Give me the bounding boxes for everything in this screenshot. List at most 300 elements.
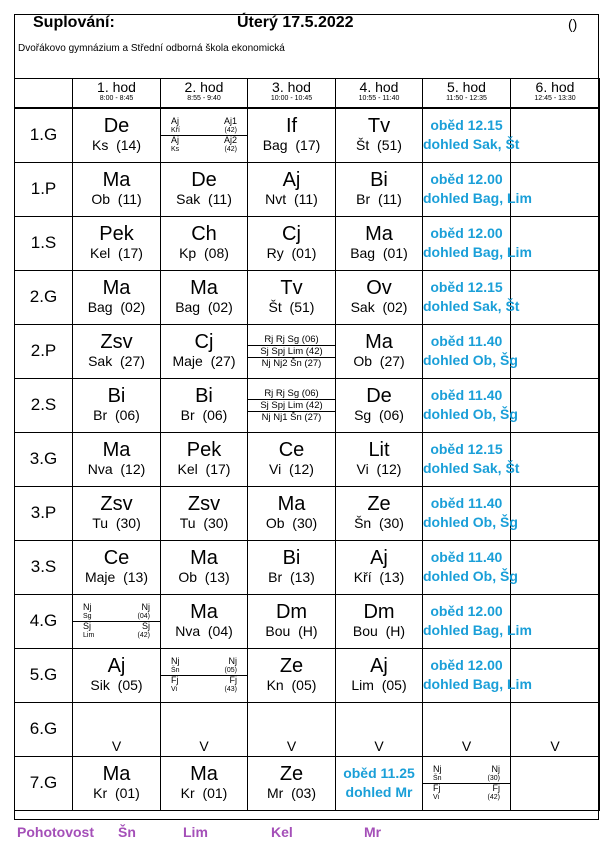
teacher-room [73,569,160,586]
teacher: Šn [354,515,372,531]
room: (14) [116,137,142,154]
lunch-time: oběd 12.15 [430,117,503,134]
class-label: 6.G [15,702,73,756]
group-split [161,117,247,154]
group-subjects [83,603,150,612]
lesson-cell [73,108,161,162]
hour-time: 8:00 - 8:45 [99,95,134,102]
hour-header [423,79,511,109]
teacher-room [73,515,160,532]
teacher: Ob [178,569,197,585]
supervision: dohled Ob, Šg [423,406,518,422]
room: (08) [204,245,229,261]
lesson-cell [73,540,161,594]
teacher-room [248,191,335,208]
empty-cell [511,594,600,648]
group-room: (42) [487,793,500,801]
group-room: (42) [224,145,237,153]
group-subject: Aj [171,115,180,126]
teacher: Maje [84,569,116,585]
class-label: 2.S [15,378,73,432]
off-cell: V [248,702,336,756]
supervision: dohled Bag, Lim [423,190,532,206]
group-subject: Nj [433,763,442,774]
teacher: Br [93,407,108,423]
group-subjects [171,657,237,666]
teacher-room [161,299,247,316]
subject: De [366,385,392,407]
room: (03) [291,785,316,801]
teacher-room [336,299,422,316]
subject: De [191,169,217,191]
teacher-room [336,245,422,262]
subject: If [285,115,298,138]
group [423,765,510,783]
lesson-cell [161,756,248,810]
teacher-room [248,299,335,316]
footer-label: Pohotovost [17,824,94,840]
empty-cell [511,162,600,216]
group-subjects [171,117,237,126]
lesson-cell [73,162,161,216]
room: (01) [202,785,228,801]
teacher: Sik [90,677,110,693]
table-row [15,108,600,162]
subject: Ma [102,763,131,785]
teacher: Maje [172,353,203,369]
group-teacher: Vi [433,793,440,801]
group-teacher: Šn [171,666,180,674]
teacher: Nva [87,461,113,477]
group [161,117,247,135]
teacher: Kp [179,245,197,261]
teacher: Kn [266,677,284,693]
group-room: (43) [224,685,237,693]
teacher-room [248,137,335,154]
group-teacher-room [433,774,500,783]
class-label: 3.G [15,432,73,486]
teacher: Lim [351,677,374,693]
lunch-note-cell [423,486,518,540]
group-room: (04) [137,612,150,620]
table-row [15,486,600,540]
date-title: Úterý 17.5.2022 [237,14,354,31]
lesson-cell [161,486,248,540]
teacher-room [248,677,335,694]
teacher-room [161,461,247,478]
subject: Ma [102,277,131,299]
group-subject: Aj2 [223,134,237,145]
teacher-room [161,569,247,586]
teacher: Mr [266,785,284,801]
group-subject: Nj [171,655,180,666]
lesson-cell [336,324,423,378]
lesson-cell [336,270,423,324]
teacher: Bou [352,623,378,639]
teacher-room [161,785,247,802]
group-teacher-room [83,631,150,640]
empty-cell [511,540,600,594]
subject: Aj [370,547,388,569]
lunch-time: oběd 12.00 [430,171,503,187]
group-line: Sj Spj Lim (42) [248,345,335,357]
supervision: dohled Sak, Št [423,298,520,314]
teacher: Tu [179,515,196,531]
group-subjects [433,765,500,774]
teacher-room [248,785,335,802]
group-subject: Fj [229,674,237,685]
group-teacher: Lim [83,631,95,639]
room: (27) [379,353,405,369]
subject: Pek [99,223,134,245]
teacher-room [73,677,160,694]
hour-header [73,79,161,109]
group-room: (42) [224,126,237,134]
lesson-cell [336,486,423,540]
hour-header [336,79,423,109]
teacher: Ob [353,353,372,369]
group-teacher: Ks [171,145,180,153]
teacher-room [248,461,335,478]
room: (06) [202,407,228,423]
room: (17) [205,461,231,477]
supervision: dohled Bag, Lim [423,244,532,260]
room: (01) [291,245,317,261]
teacher: Bag [175,299,201,315]
teacher: Bag [87,299,113,315]
subject: Tv [367,115,391,138]
group-subject: Fj [171,674,179,685]
subject: Dm [275,601,308,623]
lunch-note-cell [423,108,520,162]
room: (12) [376,461,402,477]
group-split [73,603,160,640]
subject: De [103,115,130,138]
group-subject: Nj [491,763,500,774]
lunch-note-cell [423,594,532,648]
lesson-cell [161,162,248,216]
teacher-room [336,623,422,640]
supervision: dohled Sak, Št [423,460,520,476]
lesson-cell [73,486,161,540]
lesson-cell [248,486,336,540]
teacher: Bag [350,245,376,261]
table-row [15,324,600,378]
empty-cell [511,432,600,486]
teacher-room [161,623,247,640]
lesson-cell [73,270,161,324]
group-teacher: Šn [433,774,442,782]
subject: Aj [282,169,301,191]
group-subjects [83,622,150,631]
teacher: Ob [265,515,285,531]
room: (05) [117,677,143,693]
lesson-cell [248,756,336,810]
lesson-cell [161,432,248,486]
subject: Lit [368,439,390,461]
lesson-cell [73,756,161,810]
supervision: dohled Mr [345,784,413,800]
teacher: Kr [180,785,195,801]
group [73,603,160,621]
footer-name: Šn [118,824,136,840]
hour-time: 8:55 - 9:40 [187,95,221,102]
group-split [423,765,510,802]
lunch-time: oběd 11.40 [430,549,503,565]
room: (30) [379,515,404,531]
lesson-cell [248,324,336,378]
room: (13) [123,569,149,585]
subject: Ze [279,655,304,677]
lunch-time: oběd 11.25 [343,765,415,781]
table-row [15,648,600,702]
subject: Ma [365,223,393,245]
lunch-note-cell [423,432,520,486]
group-room: (30) [487,774,500,782]
group-line: Rj Rj Sg (06) [264,333,319,345]
teacher-room [73,785,160,802]
teacher-room [161,245,247,262]
teacher: Sak [350,299,375,315]
group-teacher-room [171,126,237,135]
group-split [248,334,335,369]
group-subject: Sj [83,620,92,631]
lunch-note-cell [423,324,518,378]
group-subjects [171,676,237,685]
hour-time: 10:55 - 11:40 [358,95,400,102]
class-label: 1.P [15,162,73,216]
class-label: 2.G [15,270,73,324]
teacher: Br [268,569,283,585]
group-room: (05) [224,666,237,674]
off-cell: V [73,702,161,756]
group-teacher: Vi [171,685,178,693]
supervision: dohled Ob, Šg [423,514,518,530]
empty-cell [511,486,600,540]
footer-name: Mr [364,824,382,840]
lesson-cell [73,378,161,432]
lunch-time: oběd 12.00 [430,603,503,619]
lunch-time: oběd 11.40 [430,333,503,349]
subject: Ov [366,277,392,299]
off-cell: V [336,702,423,756]
table-row [15,540,600,594]
lesson-cell [248,648,336,702]
teacher-room [336,569,422,586]
lunch-note-cell [336,756,423,810]
lesson-cell [336,378,423,432]
lunch-time: oběd 12.00 [430,657,503,673]
lesson-cell [73,432,161,486]
group-teacher-room [171,145,237,154]
teacher: Nvt [265,191,287,207]
group-subject: Nj [141,601,150,612]
group-split [161,657,247,694]
room: (51) [377,137,402,154]
teacher-room [336,191,422,208]
subject: Cj [282,223,301,245]
teacher-room [73,137,160,154]
room: (11) [293,191,318,207]
lesson-cell [248,270,336,324]
teacher: Kel [90,245,111,261]
supervision: dohled Ob, Šg [423,568,518,584]
lesson-cell [161,216,248,270]
lesson-cell [248,216,336,270]
teacher: Št [356,137,370,154]
lunch-note-cell [423,216,532,270]
table-row [15,162,600,216]
room: (30) [115,515,141,531]
hour-label: 3. hod [272,79,311,95]
room: (05) [381,677,407,693]
room: (11) [377,191,402,207]
hour-label: 5. hod [447,79,486,95]
subject: Ma [277,493,306,515]
teacher-room [161,407,247,424]
room: (27) [120,353,145,369]
group-line: Nj Nj2 Šn (27) [248,357,335,369]
teacher-room [248,569,335,586]
subject: Ze [367,493,391,515]
subject: Pek [186,439,222,461]
empty-cell [511,756,600,810]
subject: Bi [195,385,213,407]
subject: Ce [278,439,305,461]
lesson-cell [248,378,336,432]
group-room: (42) [137,631,150,639]
group-line: Sj Spj Lim (42) [248,399,335,411]
lunch-time: oběd 12.15 [430,279,503,295]
lunch-note-cell [423,162,532,216]
substitution-table [14,78,600,811]
subject: Ma [190,277,218,299]
group-teacher: Sg [83,612,92,620]
lesson-cell [161,378,248,432]
table-row [15,432,600,486]
teacher: Br [356,191,371,207]
subject: Ma [190,601,218,623]
hour-label: 2. hod [184,79,224,95]
header-note: () [568,16,578,32]
teacher: Nva [175,623,201,639]
subject: Zsv [100,331,133,353]
hour-time: 10:00 - 10:45 [270,95,313,102]
teacher: Ob [91,191,111,207]
group-subject: Aj [171,134,180,145]
teacher-room [336,137,422,154]
room: (01) [382,245,408,261]
teacher-room [73,299,160,316]
lesson-cell [161,540,248,594]
hour-header [161,79,248,109]
teacher: Sg [354,407,372,423]
lesson-cell [336,648,423,702]
subject: Tv [280,277,303,299]
lunch-time: oběd 11.40 [430,387,503,403]
room: (01) [114,785,140,801]
room: (06) [379,407,404,423]
room: (30) [292,515,318,531]
group [73,621,160,640]
lunch-note-cell [423,540,518,594]
room: (51) [289,299,315,315]
lesson-cell [248,432,336,486]
group-subject: Nj [228,655,237,666]
empty-cell [511,216,600,270]
group-subject: Nj [83,601,92,612]
subject: Ce [103,547,130,569]
teacher-room [161,515,247,532]
hour-label: 6. hod [535,79,575,95]
class-label: 5.G [15,648,73,702]
subject: Ze [279,763,304,785]
teacher-room [336,515,422,532]
table-row [15,702,600,756]
page-title: Suplování: [33,14,115,31]
teacher: Kr [93,785,108,801]
room: (13) [289,569,315,585]
teacher: Bag [262,137,288,154]
lesson-cell [73,594,161,648]
lesson-cell [161,648,248,702]
room: (12) [120,461,146,477]
lesson-cell [248,162,336,216]
group-subject: Sj [141,620,150,631]
table-row [15,216,600,270]
teacher: Vi [356,461,369,477]
subject: Cj [194,331,214,353]
teacher-room [73,407,160,424]
lunch-time: oběd 12.15 [430,441,503,457]
subject: Ma [102,439,131,461]
subject: Ma [190,547,218,569]
lunch-note-cell [423,378,518,432]
lesson-cell [248,540,336,594]
room: (30) [203,515,229,531]
class-label: 1.G [15,108,73,162]
group-teacher-room [171,685,237,694]
room: (27) [210,353,236,369]
footer-name: Lim [183,824,208,840]
subject: Bi [370,169,388,191]
room: (02) [207,299,233,315]
table-row [15,756,600,810]
hours-header [15,79,600,109]
group [161,675,247,694]
class-label: 7.G [15,756,73,810]
hour-time: 11:50 - 12:35 [446,95,487,102]
hour-header [248,79,336,109]
lesson-cell [161,108,248,162]
room: (06) [114,407,140,423]
lesson-cell [73,216,161,270]
room: (13) [204,569,230,585]
lesson-cell [423,756,511,810]
lesson-cell [73,324,161,378]
teacher-room [336,677,422,694]
lesson-cell [161,270,248,324]
room: (12) [289,461,314,477]
lunch-note-cell [423,270,520,324]
class-label: 3.S [15,540,73,594]
teacher: Br [180,407,195,423]
teacher: Sak [176,191,201,207]
teacher-room [336,407,422,424]
group-subject: Fj [492,782,500,793]
room: (11) [208,191,232,207]
lunch-time: oběd 12.00 [430,225,503,241]
